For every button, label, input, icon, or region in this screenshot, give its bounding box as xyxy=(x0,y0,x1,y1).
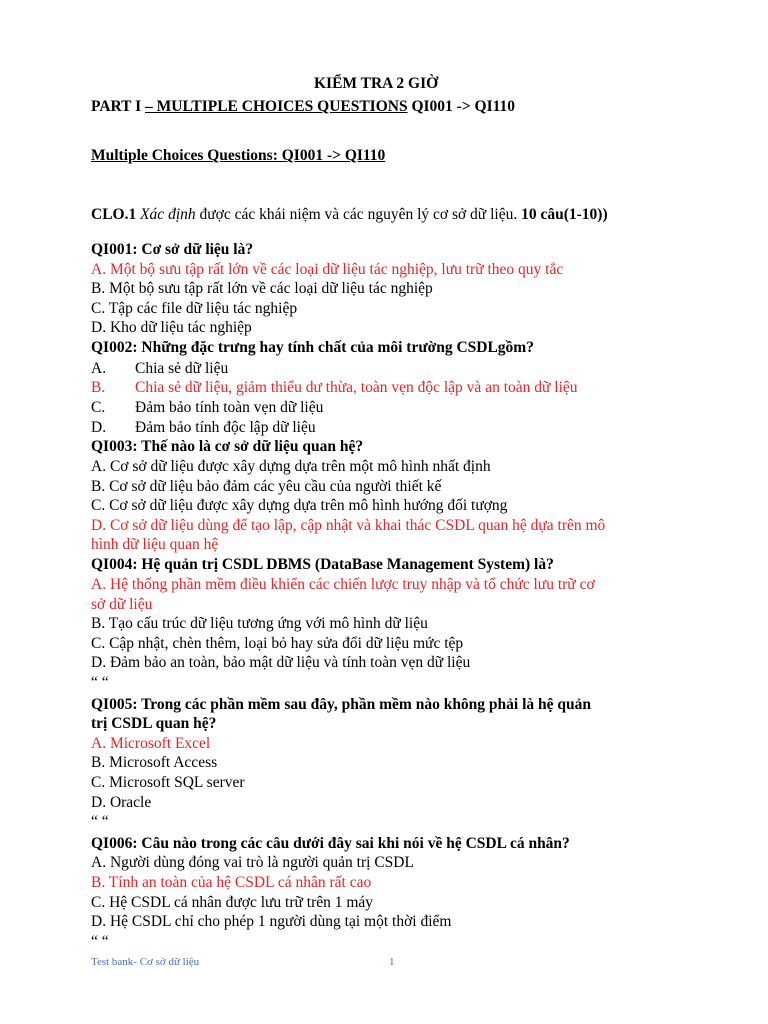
option xyxy=(91,398,323,417)
clo-line xyxy=(91,205,608,224)
quote-marks: “ “ xyxy=(91,933,109,950)
question-qi001 xyxy=(91,240,253,259)
option-letter: C. xyxy=(91,399,106,416)
option-text: Đảm bảo tính toàn vẹn dữ liệu xyxy=(135,399,324,416)
option: B. Tạo cấu trúc dữ liệu tương ứng với mô hình dữ liệu xyxy=(91,615,428,632)
question-qi002 xyxy=(91,338,534,357)
part-underlined: – MULTIPLE CHOICES QUESTIONS xyxy=(145,98,408,115)
clo-text: được các khái niệm và các nguyên lý cơ sở dữ liệu. xyxy=(195,206,522,223)
option-correct xyxy=(91,378,578,397)
question-id: QI002 xyxy=(91,339,133,356)
option-letter: A. xyxy=(91,360,107,377)
page-number: 1 xyxy=(389,956,395,968)
option: C. Hệ CSDL cá nhân được lưu trữ trên 1 máy xyxy=(91,894,374,911)
clo-italic: Xác định xyxy=(140,206,196,223)
quote-marks: “ “ xyxy=(91,813,109,830)
option-correct-continued: hình dữ liệu quan hệ xyxy=(91,536,219,553)
question-id: QI004: xyxy=(91,556,142,573)
part-range: QI001 -> QI110 xyxy=(407,98,516,115)
question-qi006 xyxy=(91,834,570,853)
option: C. Cơ sở dữ liệu được xây dựng dựa trên mô hình hướng đối tượng xyxy=(91,497,508,514)
document-title: KIỂM TRA 2 GIỜ xyxy=(314,75,439,92)
footer-text: Test bank- Cơ sở dữ liệu xyxy=(91,956,200,968)
question-text-continued: trị CSDL quan hệ? xyxy=(91,715,217,732)
question-id: QI003: xyxy=(91,438,142,455)
option: D. Hệ CSDL chỉ cho phép 1 người dùng tại một thời điểm xyxy=(91,913,452,930)
question-text: Trong các phần mềm sau đây, phần mềm nào không phải là hệ quản xyxy=(141,696,592,713)
option-letter: D. xyxy=(91,419,107,436)
option: A. Cơ sở dữ liệu được xây dựng dựa trên một mô hình nhất định xyxy=(91,458,491,475)
option: D. Kho dữ liệu tác nghiệp xyxy=(91,319,252,336)
option-text: Chia sẻ dữ liệu, giảm thiểu dư thừa, toàn vẹn độc lập và an toàn dữ liệu xyxy=(135,379,578,396)
question-id: QI001: xyxy=(91,241,142,258)
option xyxy=(91,418,316,437)
option: B. Microsoft Access xyxy=(91,754,218,771)
question-id: QI005: xyxy=(91,696,142,713)
option-correct: A. Một bộ sưu tập rất lớn về các loại dữ liệu tác nghiệp, lưu trữ theo quy tắc xyxy=(91,261,564,278)
option-correct: A. Hệ thống phần mềm điều khiển các chiến lược truy nhập và tổ chức lưu trữ cơ xyxy=(91,576,595,593)
option: D. Đảm bảo an toàn, bảo mật dữ liệu và tính toàn vẹn dữ liệu xyxy=(91,654,471,671)
option: C. Microsoft SQL server xyxy=(91,774,245,791)
option: A. Người dùng đóng vai trò là người quản trị CSDL xyxy=(91,854,414,871)
question-text: Hệ quản trị CSDL DBMS (DataBase Management System) là? xyxy=(141,556,554,573)
option-correct: D. Cơ sở dữ liệu dùng để tạo lập, cập nhật và khai thác CSDL quan hệ dựa trên mô xyxy=(91,517,606,534)
question-text: Cơ sở dữ liệu là? xyxy=(141,241,254,258)
option-correct-continued: sở dữ liệu xyxy=(91,596,153,613)
option-letter: B. xyxy=(91,379,106,396)
option xyxy=(91,359,228,378)
option: C. Cập nhật, chèn thêm, loại bỏ hay sửa đổi dữ liệu mức tệp xyxy=(91,635,464,652)
clo-count: 10 câu(1-10)) xyxy=(521,206,608,223)
question-id: QI006: xyxy=(91,835,142,852)
question-qi005 xyxy=(91,695,591,714)
option-correct: B. Tính an toàn của hệ CSDL cá nhân rất cao xyxy=(91,874,372,891)
question-qi004 xyxy=(91,555,554,574)
question-qi003 xyxy=(91,437,363,456)
question-text: Thế nào là cơ sở dữ liệu quan hệ? xyxy=(141,438,364,455)
option-correct: A. Microsoft Excel xyxy=(91,735,211,752)
part-heading xyxy=(91,97,515,116)
option: C. Tập các file dữ liệu tác nghiệp xyxy=(91,300,298,317)
option-text: Chia sẻ dữ liệu xyxy=(135,360,229,377)
question-text: : Những đặc trưng hay tính chất của môi trường CSDLgồm? xyxy=(132,339,534,356)
section-heading: Multiple Choices Questions: QI001 -> QI110 xyxy=(91,147,386,164)
option: B. Cơ sở dữ liệu bảo đảm các yêu cầu của người thiết kế xyxy=(91,478,442,495)
option: B. Một bộ sưu tập rất lớn về các loại dữ liệu tác nghiệp xyxy=(91,280,433,297)
option: D. Oracle xyxy=(91,794,152,811)
option-text: Đảm bảo tính độc lập dữ liệu xyxy=(135,419,316,436)
part-prefix: PART I xyxy=(91,98,146,115)
question-text: Câu nào trong các câu dưới đây sai khi nói về hệ CSDL cá nhân? xyxy=(141,835,570,852)
quote-marks: “ “ xyxy=(91,674,109,691)
clo-label: CLO.1 xyxy=(91,206,141,223)
